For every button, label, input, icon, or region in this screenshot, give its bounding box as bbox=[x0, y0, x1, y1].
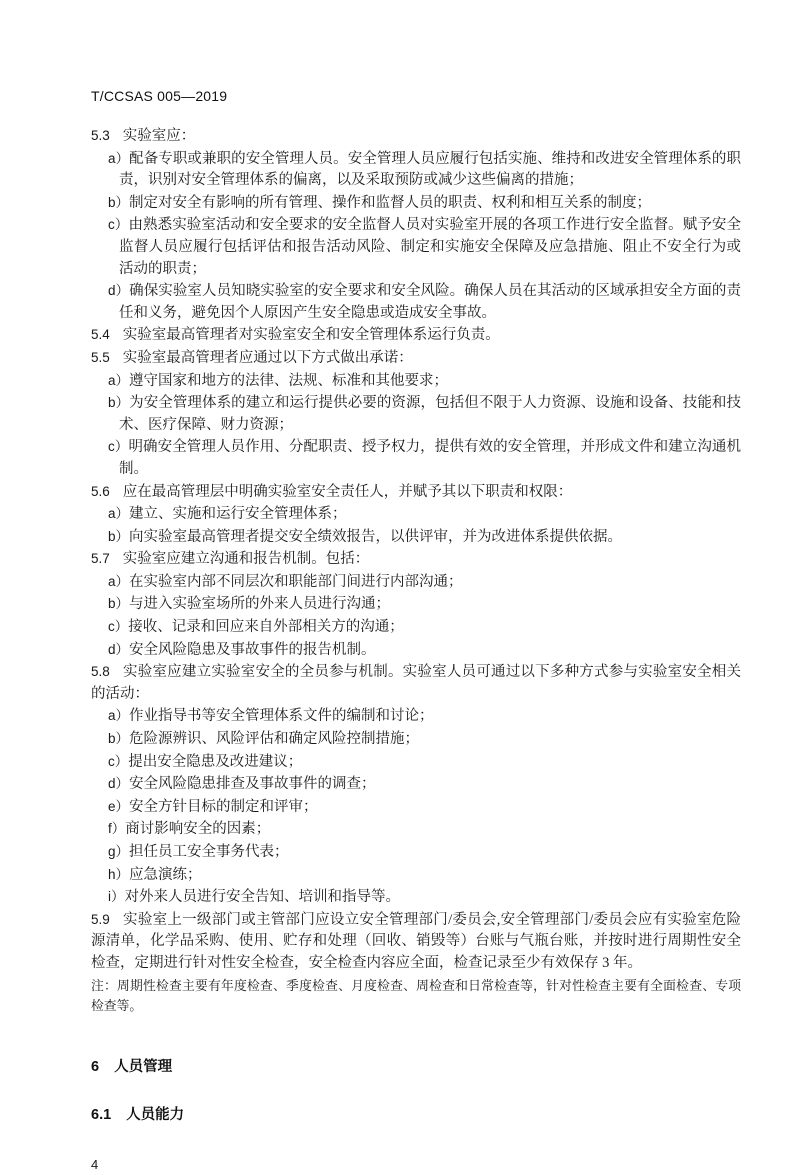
list-item-text: 在实验室内部不同层次和职能部门间进行内部沟通； bbox=[129, 573, 463, 590]
clause-number: 5.8 bbox=[91, 664, 110, 680]
clause-number: 5.4 bbox=[91, 327, 110, 343]
clause-text: 实验室上一级部门或主管部门应设立安全管理部门/委员会,安全管理部门/委员会应有实验室危险源清单，化学品采购、使用、贮存和处理（回收、销毁等）台账与气瓶台账，并按时进行周期性安全检查，定期进行针对性安全检查，安全检查内容应全面，检查记录至少有效保存 3 年。 bbox=[91, 911, 741, 971]
section-heading-6 bbox=[91, 1057, 741, 1079]
clause-paragraph bbox=[91, 548, 741, 571]
list-item-text: 安全风险隐患及事故事件的报告机制。 bbox=[129, 641, 376, 658]
list-item bbox=[91, 705, 741, 728]
list-item-label: e） bbox=[108, 798, 130, 814]
list-item-text: 确保实验室人员知晓实验室的安全要求和安全风险。确保人员在其活动的区域承担安全方面的责任和义务，避免因个人原因产生安全隐患或造成安全事故。 bbox=[119, 283, 741, 321]
list-item bbox=[91, 503, 741, 526]
list-item-label: i） bbox=[108, 889, 125, 905]
list-item bbox=[91, 796, 741, 819]
section-title: 人员能力 bbox=[126, 1107, 185, 1124]
list-item-text: 作业指导书等安全管理体系文件的编制和讨论； bbox=[129, 708, 434, 725]
clause-number: 5.3 bbox=[91, 128, 110, 143]
list-item bbox=[91, 818, 741, 841]
list-item bbox=[91, 526, 741, 549]
list-item-text: 提出安全隐患及改进建议； bbox=[128, 753, 303, 770]
list-item bbox=[91, 616, 741, 639]
clause-paragraph bbox=[91, 347, 741, 370]
clause-number: 5.6 bbox=[91, 483, 110, 499]
list-item-label: f） bbox=[108, 821, 126, 837]
list-item-label: b） bbox=[108, 731, 130, 747]
list-item bbox=[91, 392, 741, 436]
list-item-label: d） bbox=[108, 283, 130, 299]
list-item-text: 安全风险隐患排查及事故事件的调查； bbox=[129, 776, 376, 793]
list-item-label: a） bbox=[108, 708, 130, 724]
clauses bbox=[91, 125, 741, 975]
clause-paragraph bbox=[91, 661, 741, 705]
list-item-label: a） bbox=[108, 372, 130, 388]
list-item bbox=[91, 728, 741, 751]
clause-text: 实验室应建立实验室安全的全员参与机制。实验室人员可通过以下多种方式参与实验室安全相关的活动： bbox=[91, 664, 741, 702]
clause-paragraph bbox=[91, 481, 741, 504]
section-number: 6 bbox=[91, 1058, 100, 1075]
list-item bbox=[91, 841, 741, 864]
list-item-text: 制定对安全有影响的所有管理、操作和监督人员的职责、权利和相互关系的制度； bbox=[129, 194, 652, 211]
document-code-header: T/CCSAS 005—2019 bbox=[91, 88, 228, 104]
list-item-text: 建立、实施和运行安全管理体系； bbox=[129, 506, 347, 523]
list-item bbox=[91, 148, 741, 192]
section-heading-6-1 bbox=[91, 1105, 741, 1127]
list-item-label: d） bbox=[108, 641, 130, 657]
list-item bbox=[91, 751, 741, 774]
list-item-label: b） bbox=[108, 596, 130, 612]
list-item-text: 对外来人员进行安全告知、培训和指导等。 bbox=[124, 889, 400, 906]
clause-text: 实验室最高管理者对实验室安全和安全管理体系运行负责。 bbox=[122, 327, 500, 344]
list-item-label: d） bbox=[108, 776, 130, 792]
list-item-text: 配备专职或兼职的安全管理人员。安全管理人员应履行包括实施、维持和改进安全管理体系的职责，识别对安全管理体系的偏离，以及采取预防或减少这些偏离的措施； bbox=[119, 150, 741, 189]
list-item bbox=[91, 280, 741, 324]
list-item-text: 与进入实验室场所的外来人员进行沟通； bbox=[129, 596, 391, 613]
clause-number: 5.9 bbox=[91, 911, 110, 927]
clause-number: 5.7 bbox=[91, 551, 110, 567]
list-item-text: 应急演练； bbox=[129, 866, 202, 883]
list-item-text: 担任员工安全事务代表； bbox=[129, 844, 289, 860]
list-item-label: h） bbox=[108, 866, 130, 882]
list-item bbox=[91, 639, 741, 662]
list-item-label: a） bbox=[108, 506, 130, 522]
list-item bbox=[91, 864, 741, 887]
list-item-label: c） bbox=[108, 439, 129, 455]
page-number: 4 bbox=[91, 1156, 99, 1172]
list-item-label: b） bbox=[108, 194, 130, 210]
list-item bbox=[91, 886, 741, 909]
section-title: 人员管理 bbox=[114, 1058, 173, 1075]
document-body bbox=[91, 125, 741, 1175]
clause-text: 实验室最高管理者应通过以下方式做出承诺： bbox=[122, 349, 413, 366]
clause-paragraph bbox=[91, 125, 741, 148]
list-item bbox=[91, 571, 741, 594]
list-item bbox=[91, 214, 741, 280]
list-item-label: c） bbox=[108, 753, 129, 769]
list-item-text: 遵守国家和地方的法律、法规、标准和其他要求； bbox=[129, 372, 449, 389]
clause-paragraph bbox=[91, 324, 741, 347]
section-number: 6.1 bbox=[91, 1107, 112, 1124]
list-item bbox=[91, 593, 741, 616]
list-item-label: g） bbox=[108, 844, 130, 859]
list-item bbox=[91, 192, 741, 215]
list-item-text: 由熟悉实验室活动和安全要求的安全监督人员对实验室开展的各项工作进行安全监督。赋予安全监督人员应履行包括评估和报告活动风险、制定和实施安全保障及应急措施、阻止不安全行为或活动的职责； bbox=[119, 217, 742, 277]
clause-paragraph bbox=[91, 909, 741, 975]
note-paragraph: 注：周期性检查主要有年度检查、季度检查、月度检查、周检查和日常检查等，针对性检查主要有全面检查、专项检查等。 bbox=[91, 978, 741, 1013]
list-item-label: c） bbox=[108, 217, 129, 233]
list-item-text: 危险源辨识、风险评估和确定风险控制措施； bbox=[129, 731, 420, 748]
list-item-text: 安全方针目标的制定和评审； bbox=[129, 798, 318, 815]
list-item-label: b） bbox=[108, 395, 130, 411]
list-item bbox=[91, 370, 741, 393]
list-item bbox=[91, 436, 741, 480]
list-item-label: a） bbox=[108, 573, 130, 589]
list-item-text: 接收、记录和回应来自外部相关方的沟通； bbox=[128, 619, 404, 636]
list-item-text: 向实验室最高管理者提交安全绩效报告，以供评审，并为改进体系提供依据。 bbox=[129, 528, 623, 545]
list-item bbox=[91, 773, 741, 796]
clause-text: 实验室应建立沟通和报告机制。包括： bbox=[122, 551, 370, 568]
clause-text: 实验室应： bbox=[122, 128, 196, 144]
list-item-label: a） bbox=[108, 150, 130, 166]
clause-text: 应在最高管理层中明确实验室安全责任人，并赋予其以下职责和权限： bbox=[122, 483, 573, 500]
list-item-text: 商讨影响安全的因素； bbox=[125, 821, 271, 838]
list-item-label: c） bbox=[108, 619, 129, 635]
list-item-text: 为安全管理体系的建立和运行提供必要的资源，包括但不限于人力资源、设施和设备、技能和技术、医疗保障、财力资源； bbox=[119, 395, 741, 433]
list-item-label: b） bbox=[108, 528, 130, 544]
clause-number: 5.5 bbox=[91, 349, 110, 365]
list-item-text: 明确安全管理人员作用、分配职责、授予权力，提供有效的安全管理，并形成文件和建立沟通机制。 bbox=[119, 439, 742, 477]
